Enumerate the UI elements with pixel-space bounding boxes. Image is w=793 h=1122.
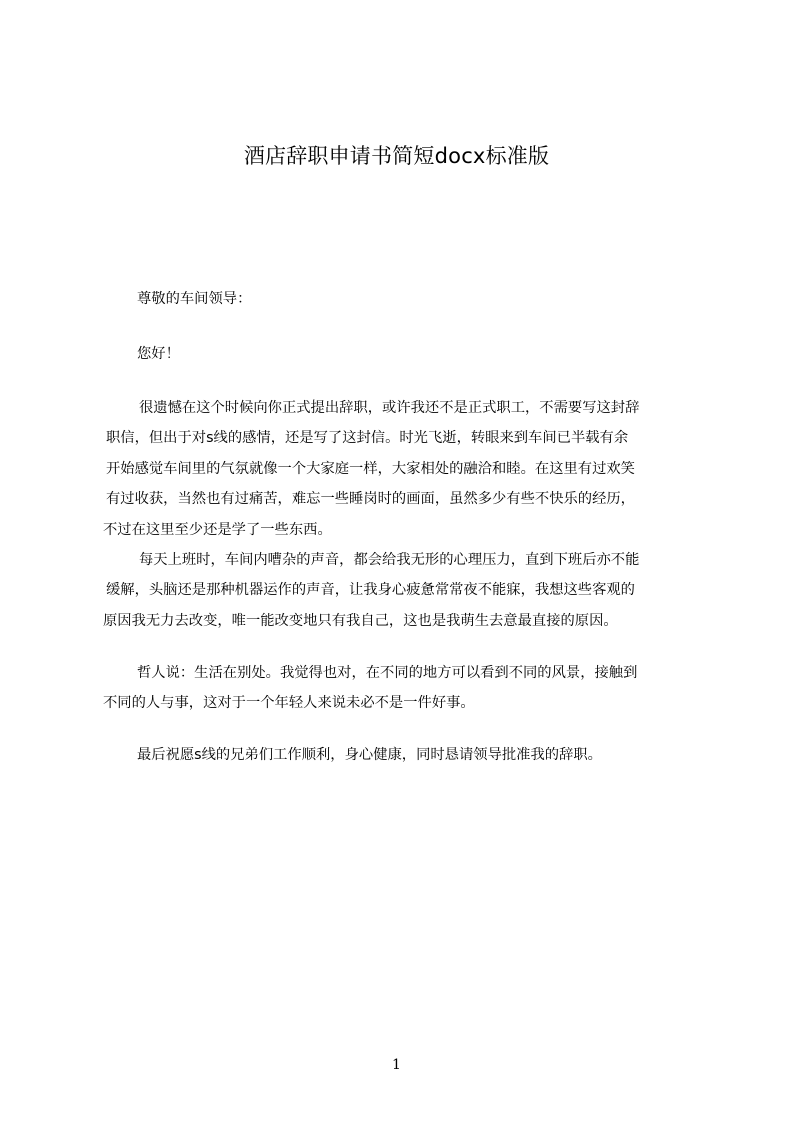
paragraph-line: 不同的人与事，这对于一个年轻人来说未必不是一件好事。: [103, 695, 475, 712]
page-number: 1: [392, 1057, 401, 1073]
paragraph-line: 哲人说：生活在别处。我觉得也对，在不同的地方可以看到不同的风景，接触到: [137, 665, 638, 681]
salutation: 尊敬的车间领导：: [137, 291, 252, 307]
paragraph-3: [103, 658, 703, 719]
greeting: 您好！: [137, 346, 180, 362]
paragraph-line: 原因我无力去改变，唯一能改变地只有我自己，这也是我萌生去意最直接的原因。: [103, 612, 618, 629]
paragraph-line: 每天上班时，车间内嘈杂的声音，都会给我无形的心理压力，直到下班后亦不能: [139, 552, 640, 568]
paragraph-1: [103, 393, 703, 545]
document-title: 酒店辞职申请书简短docx标准版: [243, 144, 550, 168]
paragraph-line: 职信，但出于对s线的感情，还是写了这封信。时光飞逝，转眼来到车间已半载有余: [106, 430, 629, 447]
paragraph-line: 有过收获，当然也有过痛苦，难忘一些睡岗时的画面，虽然多少有些不快乐的经历，: [106, 491, 635, 508]
paragraph-line: 开始感觉车间里的气氛就像一个大家庭一样，大家相处的融洽和睦。在这里有过欢笑: [106, 460, 635, 477]
paragraph-4: [103, 740, 703, 770]
paragraph-line: 缓解，头脑还是那种机器运作的声音，让我身心疲惫常常夜不能寐，我想这些客观的: [106, 582, 635, 599]
paragraph-line: 很遗憾在这个时候向你正式提出辞职，或许我还不是正式职工，不需要写这封辞: [139, 400, 640, 416]
paragraph-2: [103, 545, 703, 636]
paragraph-line: 不过在这里至少还是学了一些东西。: [103, 521, 332, 538]
paragraph-line: 最后祝愿s线的兄弟们工作顺利，身心健康，同时恳请领导批准我的辞职。: [137, 747, 602, 763]
greeting-block: [103, 339, 703, 369]
salutation-block: [103, 284, 703, 314]
